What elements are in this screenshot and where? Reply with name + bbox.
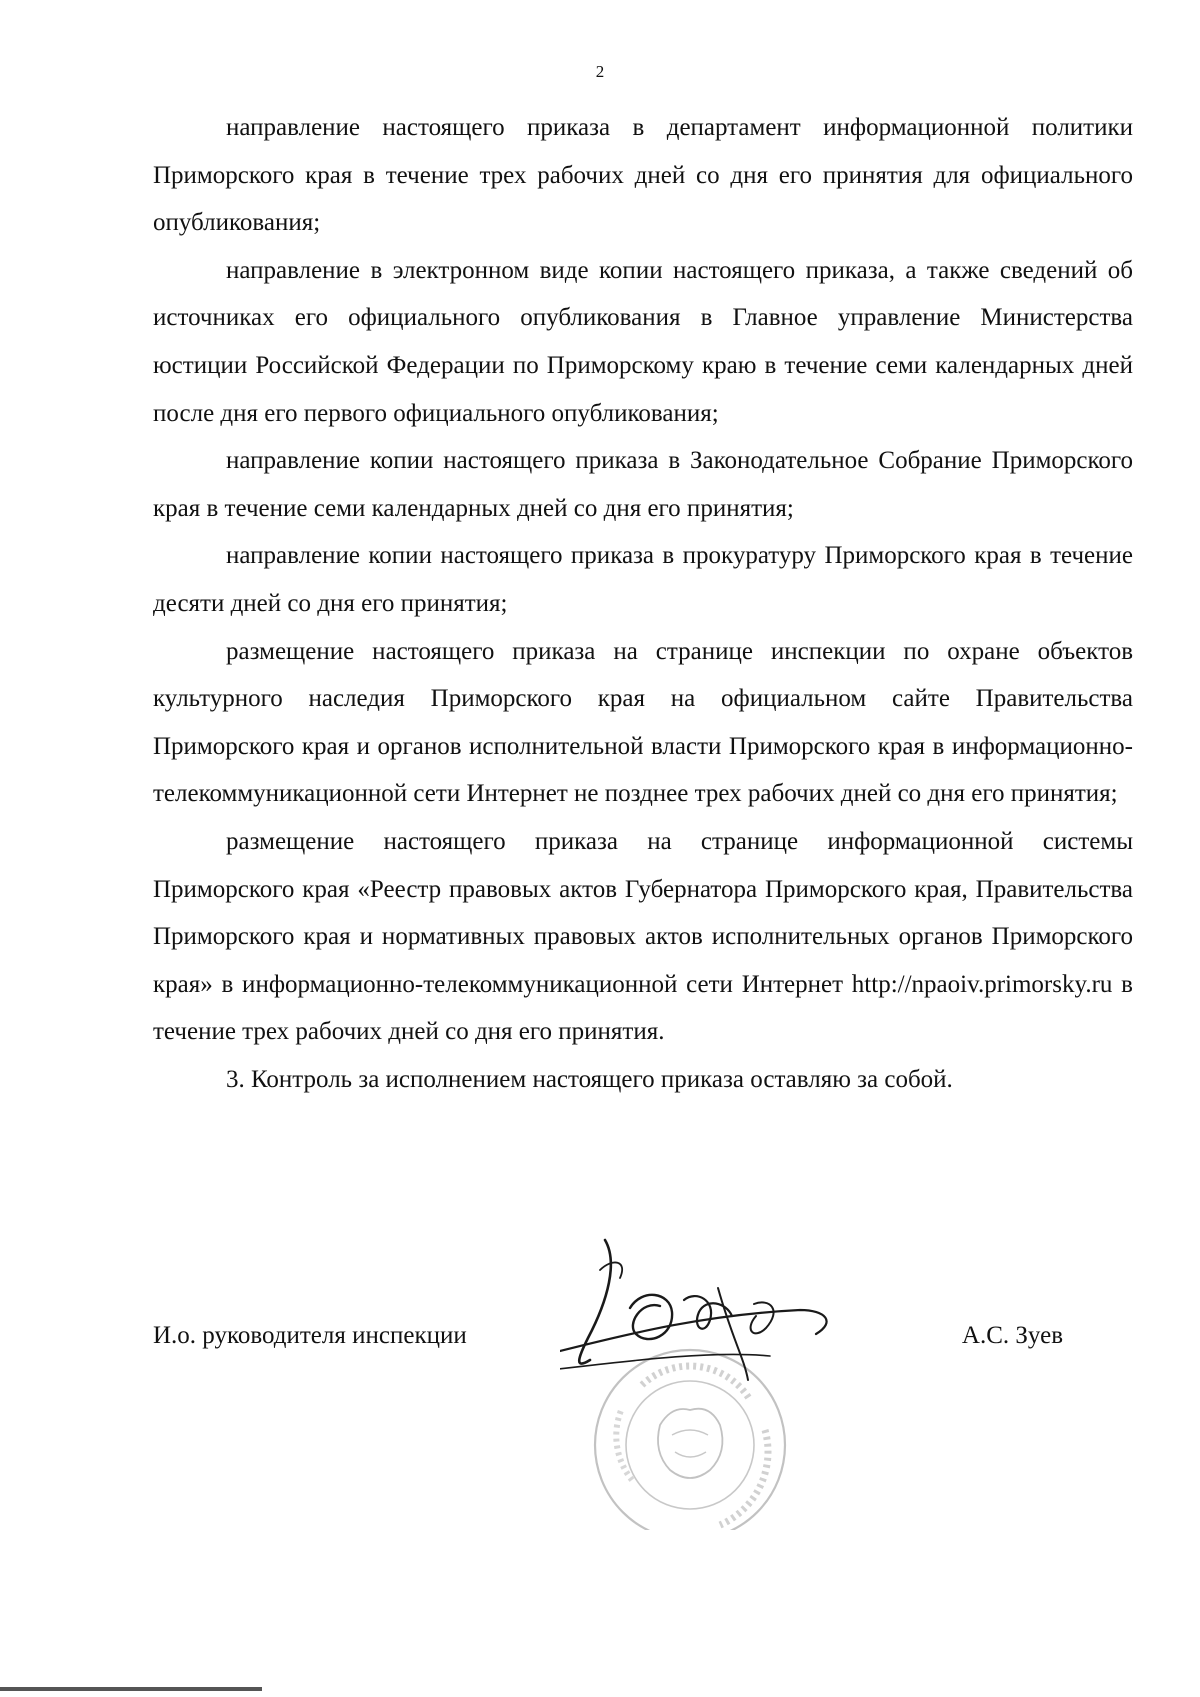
paragraph-4: направление копии настоящего приказа в прокуратуру Приморского края в течение десяти дней со дня его принятия; [153, 542, 1133, 617]
page-number: 2 [595, 62, 605, 81]
paragraph-6: размещение настоящего приказа на странице информационной системы Приморского края «Реестр правовых актов Губернатора Приморского края, Правительства Приморского края и нормативных правовых актов исполнительных органов Приморского края» в информационно-телекоммуникационной сети Интернет http://npaoiv.primorsky.ru в течение трех рабочих дней со дня его принятия. [153, 827, 1133, 1046]
paragraph-control: 3. Контроль за исполнением настоящего приказа оставляю за собой. [226, 1065, 953, 1093]
signature-block [153, 1322, 1063, 1372]
paragraph-3: направление копии настоящего приказа в Законодательное Собрание Приморского края в течение семи календарных дней со дня его принятия; [153, 447, 1133, 522]
document-body [153, 104, 1133, 1103]
paragraph-2: направление в электронном виде копии настоящего приказа, а также сведений об источниках его официального опубликования в Главное управление Министерства юстиции Российской Федерации по Приморскому краю в течение семи календарных дней после дня его первого официального опубликования; [153, 256, 1133, 427]
paragraph-1: направление настоящего приказа в департамент информационной политики Приморского края в течение трех рабочих дней со дня его принятия для официального опубликования; [153, 114, 1133, 237]
scan-edge-line [0, 1687, 262, 1691]
official-stamp [560, 1230, 860, 1530]
paragraph-5: размещение настоящего приказа на странице инспекции по охране объектов культурного наследия Приморского края на официальном сайте Правительства Приморского края и органов исполнительной власти Приморского края в информационно-телекоммуникационной сети Интернет не позднее трех рабочих дней со дня его принятия; [153, 637, 1133, 808]
signer-name: А.С. Зуев [961, 1322, 1063, 1349]
signer-position: И.о. руководителя инспекции [153, 1322, 467, 1349]
